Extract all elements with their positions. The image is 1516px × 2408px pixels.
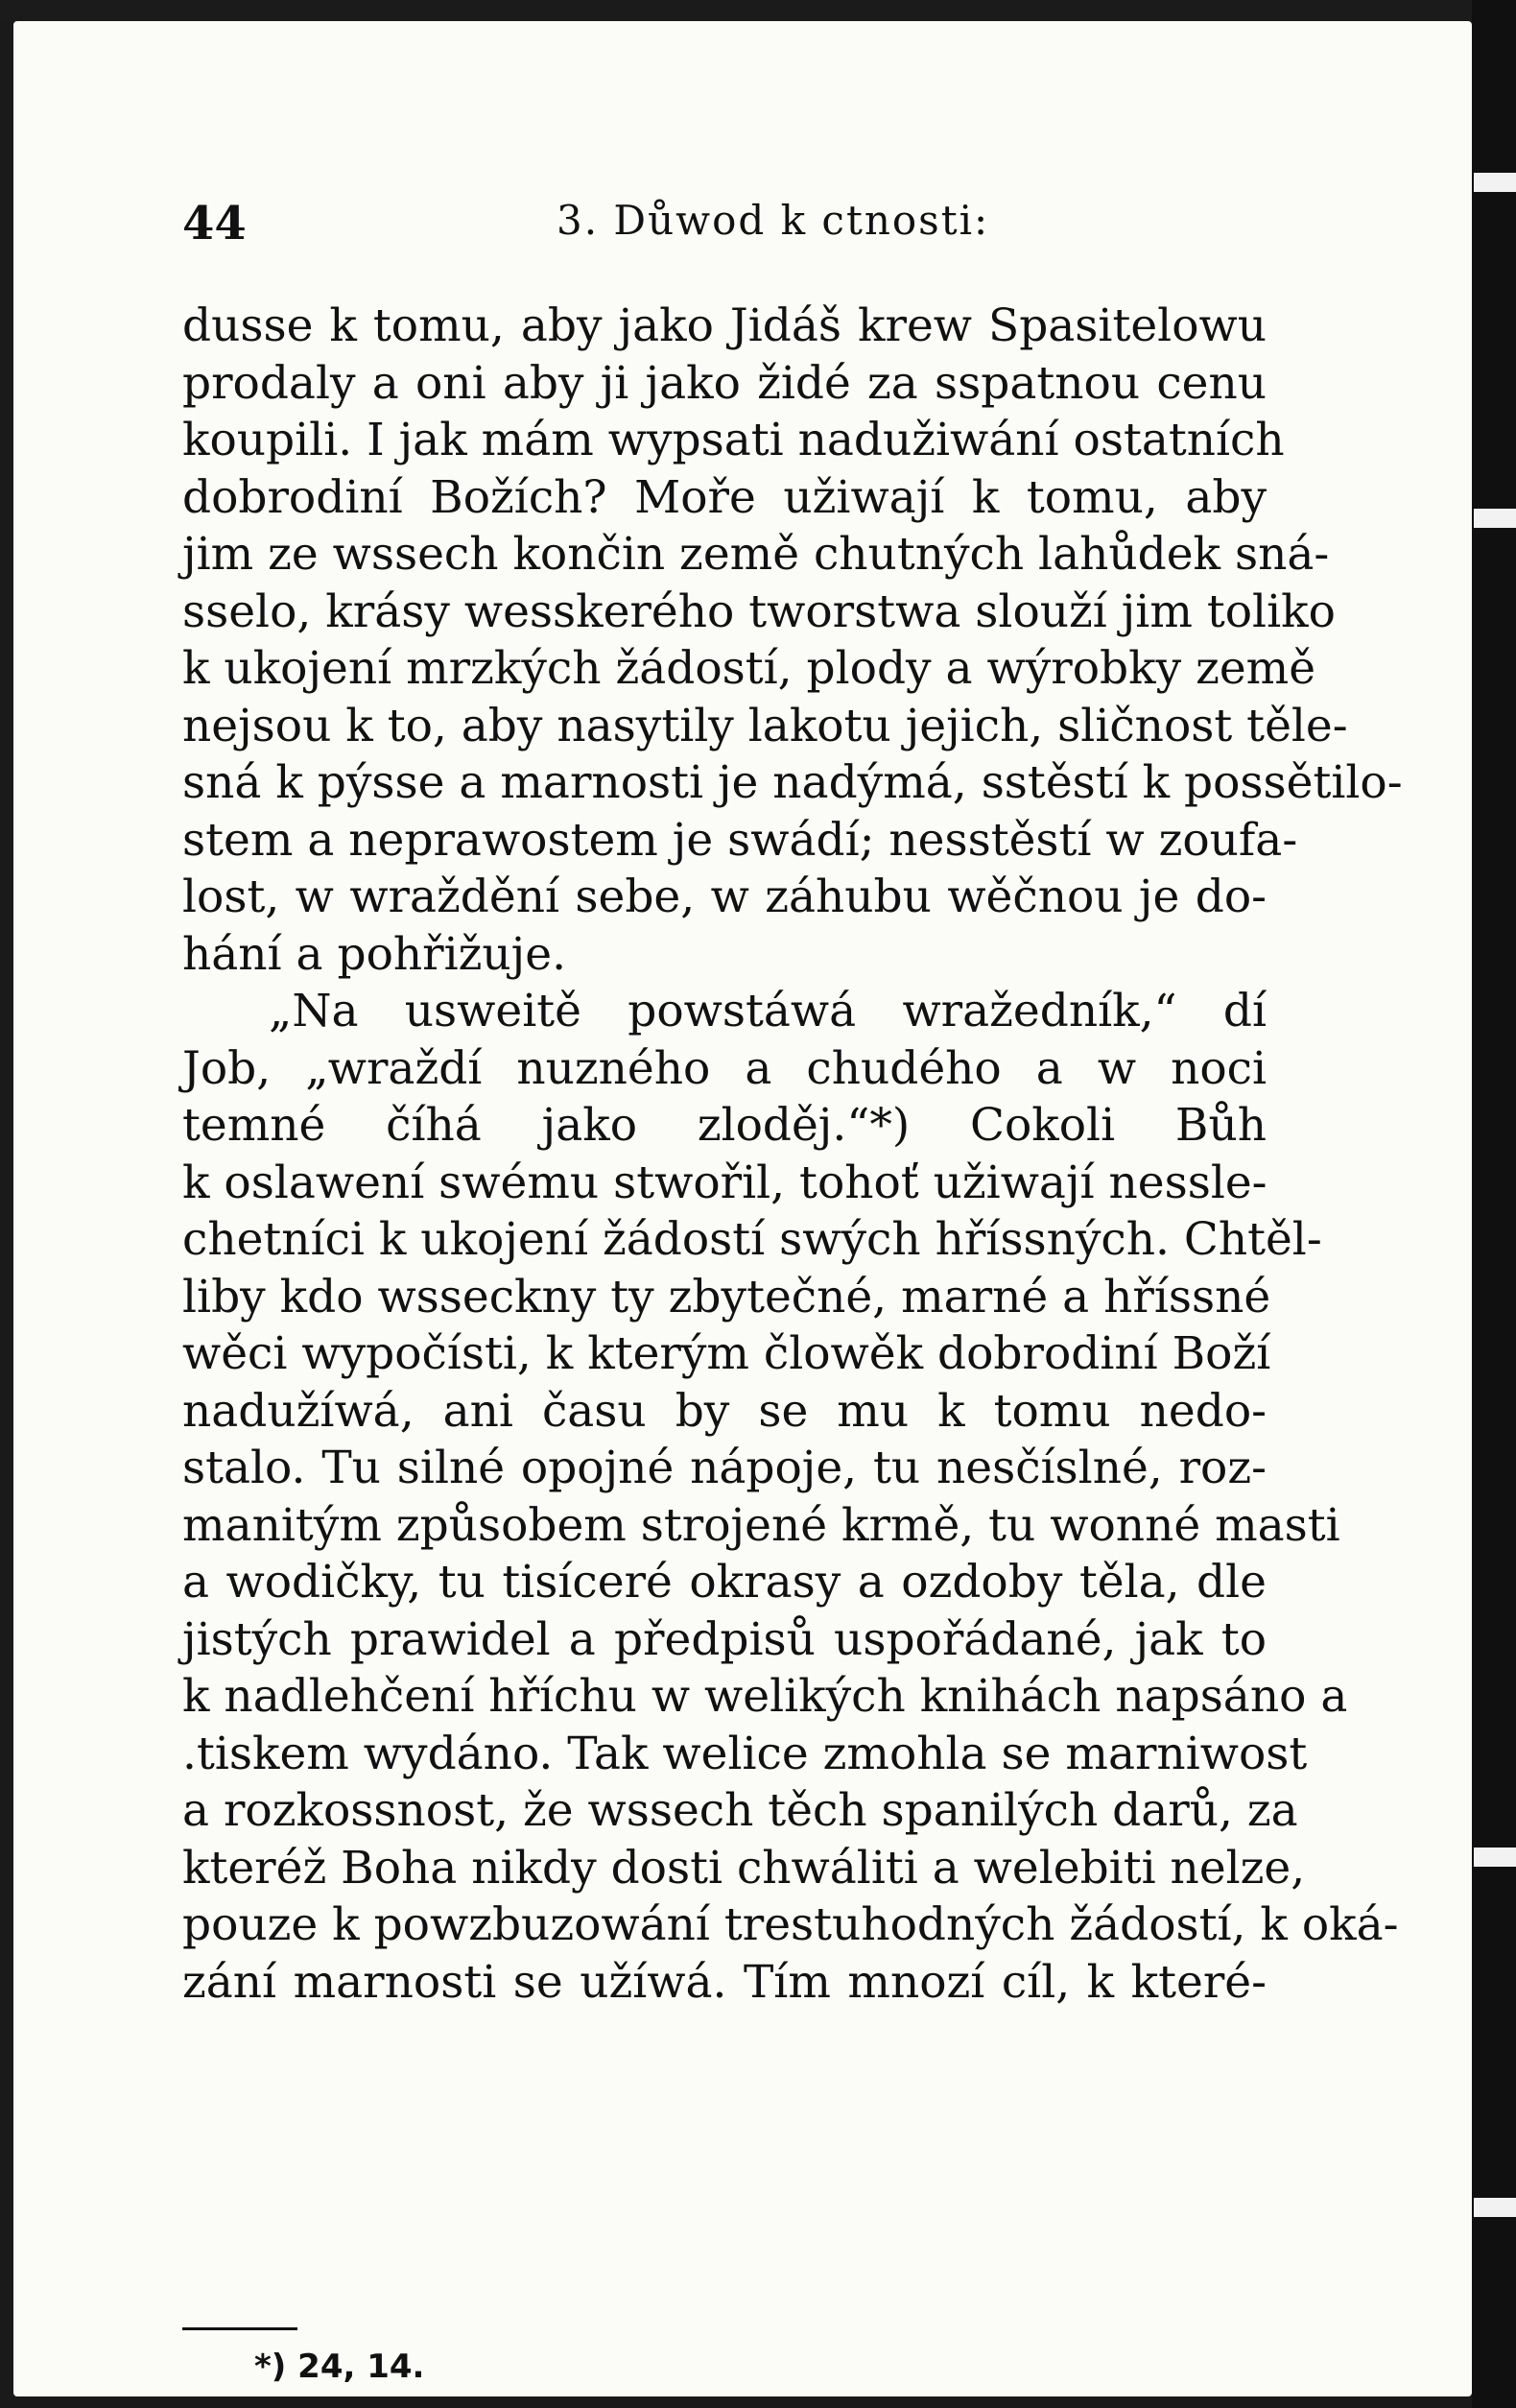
text-line: temné číhá jako zloděj.“*) Cokoli Bůh [182, 1099, 1267, 1152]
scan-border-top [0, 0, 1516, 21]
running-head: 3. Důwod k ctnosti: [557, 197, 990, 244]
text-line: koupili. I jak mám wypsati nadužiwání ostatních [182, 414, 1285, 466]
text-line: nadužíwá, ani času by se mu k tomu nedo- [182, 1384, 1267, 1438]
text-line: pouze k powzbuzowání trestuhodných žádostí, k oká- [182, 1898, 1399, 1951]
text-line: k oslawení swému stwořil, tohoť užiwají nessle- [182, 1156, 1267, 1209]
text-line: „Na usweitě powstáwá wražedník,“ dí [269, 985, 1267, 1037]
text-line: k ukojení mrzkých žádostí, plody a wýrobky země [182, 642, 1316, 695]
text-line: nejsou k to, aby nasytily lakotu jejich, sličnost těle- [182, 699, 1348, 752]
scan-border-right [1472, 0, 1516, 2408]
text-line: chetníci k ukojení žádostí swých hříssných. Chtěl- [182, 1213, 1322, 1266]
text-line: sná k pýsse a marnosti je nadýmá, sstěstí k possětilo- [182, 756, 1403, 809]
text-line: zání marnosti se užíwá. Tím mnozí cíl, k které- [182, 1955, 1267, 2009]
text-line: jim ze wssech končin země chutných lahůdek sná- [182, 528, 1330, 581]
text-line: manitým způsobem strojené krmě, tu wonné masti [182, 1498, 1340, 1552]
edge-mark [1474, 2198, 1516, 2217]
text-line: hání a pohřižuje. [182, 927, 567, 981]
edge-mark [1474, 1848, 1516, 1867]
text-line: k nadlehčení hříchu w welikých knihách napsáno a [182, 1670, 1348, 1723]
page-header [182, 197, 1295, 254]
page-number: 44 [182, 197, 247, 250]
text-line: dobrodiní Božích? Moře užiwají k tomu, aby [182, 470, 1267, 524]
text-line: wěci wypočísti, k kterým člowěk dobrodiní Boží [182, 1327, 1271, 1380]
text-line: stalo. Tu silné opojné nápoje, tu nesčíslné, roz- [182, 1442, 1267, 1494]
text-line: Job, „wraždí nuzného a chudého a w noci [182, 1041, 1267, 1095]
text-line: .tiskem wydáno. Tak welice zmohla se marniwost [182, 1727, 1308, 1780]
text-line: a wodičky, tu tisíceré okrasy a ozdoby těla, dle [182, 1556, 1267, 1609]
edge-mark [1474, 173, 1516, 192]
text-line: jistých prawidel a předpisů uspořádané, jak to [182, 1612, 1267, 1666]
text-line: prodaly a oni aby ji jako židé za sspatnou cenu [182, 356, 1267, 410]
footnote-rule [182, 2327, 297, 2330]
text-line: liby kdo wsseckny ty zbytečné, marné a hříssné [182, 1270, 1271, 1323]
text-line: stem a neprawostem je swádí; nesstěstí w zoufa- [182, 813, 1298, 867]
text-line: sselo, krásy wesskerého tworstwa slouží jim toliko [182, 584, 1336, 638]
text-line: lost, w wraždění sebe, w záhubu wěčnou je do- [182, 870, 1267, 923]
edge-mark [1474, 509, 1516, 528]
body-text [182, 298, 1403, 2011]
footnote: *) 24, 14. [254, 2348, 425, 2386]
text-line: a rozkossnost, že wssech těch spanilých darů, za [182, 1784, 1298, 1837]
text-line: kteréž Boha nikdy dosti chwáliti a welebiti nelze, [182, 1841, 1306, 1895]
text-line: dusse k tomu, aby jako Jidáš krew Spasitelowu [182, 299, 1267, 352]
